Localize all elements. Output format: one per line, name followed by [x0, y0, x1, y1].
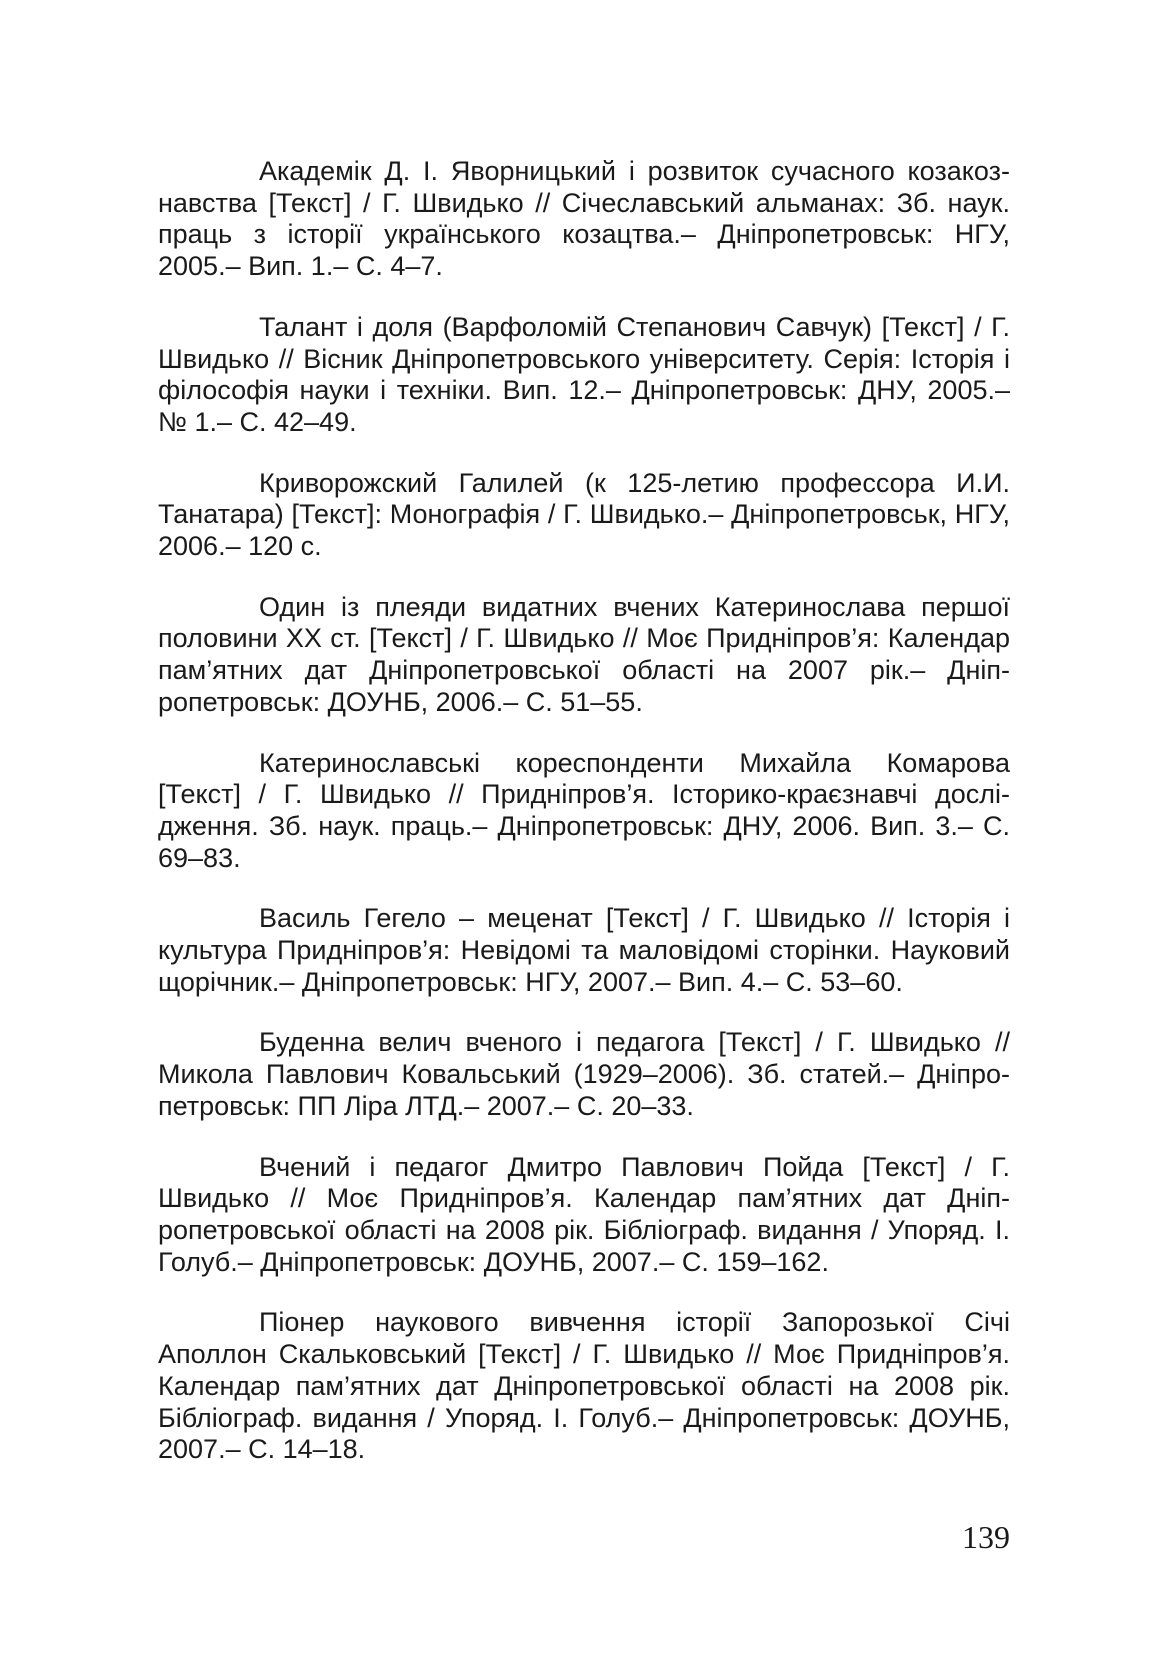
bibliography-entry: Один із плеяди видатних вчених Катеринослава першої половини ХХ ст. [Текст] / Г. Швидько // Моє Придніпров’я: Календар пам’ятних дат Дніпропетровської області на 2007 рік.– Дніпропетровськ: ДОУНБ, 2006.– С. 51–55.: [158, 591, 1010, 717]
bibliography-entry: Василь Гегело – меценат [Текст] / Г. Швидько // Історія і культура Придніпров’я: Невідомі та маловідомі сторінки. Науковий щорічник.– Дніпропетровськ: НГУ, 2007.– Вип. 4.– С. 53–60.: [158, 903, 1010, 997]
bibliography-entry: Криворожский Галилей (к 125-летию профессора И.И. Танатара) [Текст]: Монографія / Г. Швидько.– Дніпропетровськ, НГУ, 2006.– 120 с.: [158, 467, 1010, 562]
bibliography-entry: Академік Д. І. Яворницький і розвиток сучасного козакознавства [Текст] / Г. Швидько // Січеславський альманах: Зб. наук. праць з історії українського козацтва.– Дніпропетровськ: НГУ, 2005.– Вип. 1.– С. 4–7.: [158, 156, 1010, 282]
bibliography-entry: Буденна велич вченого і педагога [Текст] / Г. Швидько // Микола Павлович Ковальський (1929–2006). Зб. статей.– Дніпропетровськ: ПП Ліра ЛТД.– 2007.– С. 20–33.: [158, 1027, 1010, 1121]
bibliography-entry: Катеринославські кореспонденти Михайла Комарова [Текст] / Г. Швидько // Придніпров’я. Історико-краєзнавчі дослідження. Зб. наук. праць.– Дніпропетровськ: ДНУ, 2006. Вип. 3.– С. 69–83.: [158, 747, 1010, 873]
bibliography-entry: Талант і доля (Варфоломій Степанович Савчук) [Текст] / Г. Швидько // Вісник Дніпропетровського університету. Серія: Історія і філософія науки і техніки. Вип. 12.– Дніпропетровськ: ДНУ, 2005.– № 1.– С. 42–49.: [158, 311, 1010, 437]
bibliography-entry: Вчений і педагог Дмитро Павлович Пойда [Текст] / Г. Швидько // Моє Придніпров’я. Календар пам’ятних дат Дніпропетровської області на 2008 рік. Бібліограф. видання / Упоряд. І. Голуб.– Дніпропетровськ: ДОУНБ, 2007.– С. 159–162.: [158, 1151, 1010, 1277]
bibliography-entry: Піонер наукового вивчення історії Запорозької Січі Аполлон Скальковський [Текст] / Г. Швидько // Моє Придніпров’я. Календар пам’ятних дат Дніпропетровської області на 2008 рік. Бібліограф. видання / Упоряд. І. Голуб.– Дніпропетровськ: ДОУНБ, 2007.– С. 14–18.: [158, 1307, 1010, 1465]
bibliography-list: [158, 156, 1010, 1495]
page-number: 139: [962, 1519, 1010, 1555]
